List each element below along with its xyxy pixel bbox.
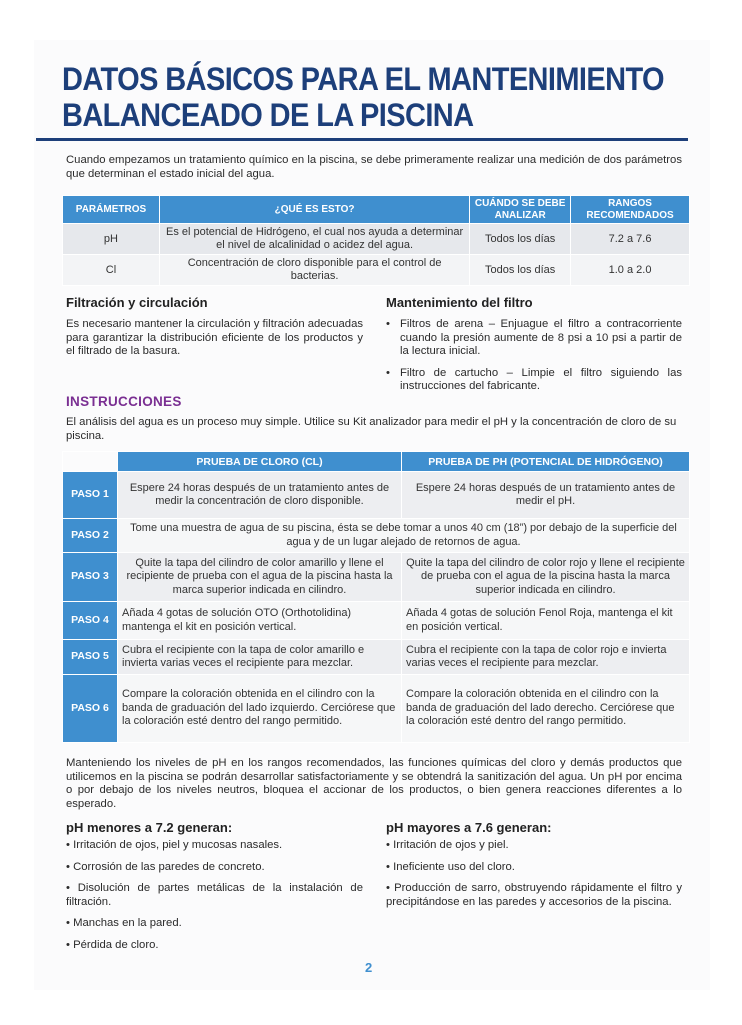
page-title <box>62 62 682 134</box>
list-item: • Corrosión de las paredes de concreto. <box>66 860 265 873</box>
list-item: • Disolución de partes metálicas de la instalación de filtración. <box>66 882 363 908</box>
filtro-item-arena: Filtros de arena – Enjuague el filtro a contracorriente cuando la presión aumente de 8 psi a 10 psi a partir de la lectura inicial. <box>400 318 682 357</box>
param-description: Concentración de cloro disponible para el control de bacterias. <box>159 255 469 286</box>
param-name: pH <box>63 224 160 255</box>
ph-high-list <box>386 839 682 917</box>
filtro-list <box>386 318 682 402</box>
intro-paragraph: Cuando empezamos un tratamiento químico en la piscina, se debe primeramente realizar una medición de dos parámetros que determinan el estado inicial del agua. <box>66 154 682 180</box>
header-rangos: RANGOS RECOMENDADOS <box>571 196 690 224</box>
step-cloro: Compare la coloración obtenida en el cilindro con la banda de graduación del lado izquierdo. Cerciórese que la coloración esté dentro del rango permitido. <box>118 675 402 743</box>
filtracion-heading: Filtración y circulación <box>66 295 208 310</box>
table-row <box>63 640 690 675</box>
title-divider <box>36 138 688 141</box>
list-item: • Irritación de ojos y piel. <box>386 839 509 851</box>
step-cloro: Quite la tapa del cilindro de color amarillo y llene el recipiente de prueba con el agua de la piscina hasta la marca superior indicada en cilindro. <box>118 553 402 602</box>
step-label: PASO 2 <box>63 519 118 553</box>
step-label: PASO 1 <box>63 472 118 519</box>
steps-header-row <box>63 452 690 472</box>
step-cloro: Cubra el recipiente con la tapa de color amarillo e invierta varias veces el recipiente para mezclar. <box>118 640 402 675</box>
table-row <box>63 519 690 553</box>
instrucciones-heading: INSTRUCCIONES <box>66 394 182 409</box>
header-que-es: ¿QUÉ ES ESTO? <box>159 196 469 224</box>
conclusion-paragraph: Manteniendo los niveles de pH en los rangos recomendados, las funciones químicas del cloro y demás productos que utilicemos en la piscina se podrán desarrollar satisfactoriamente y se obtendrá la sanitización del agua. Un pH por encima o por debajo de los niveles neutros, bloquea el accionar de los productos, o bien genera reacciones diferentes a lo esperado. <box>66 757 682 810</box>
param-frequency: Todos los días <box>470 255 571 286</box>
param-name: Cl <box>63 255 160 286</box>
steps-table <box>62 451 690 743</box>
header-cuando: CUÁNDO SE DEBE ANALIZAR <box>470 196 571 224</box>
step-cloro: Espere 24 horas después de un tratamiento antes de medir la concentración de cloro disponible. <box>118 472 402 519</box>
param-frequency: Todos los días <box>470 224 571 255</box>
table-row <box>63 255 690 286</box>
header-parametros: PARÁMETROS <box>63 196 160 224</box>
table-row <box>63 553 690 602</box>
ph-low-heading: pH menores a 7.2 generan: <box>66 820 233 835</box>
list-item: • Filtro de cartucho – Limpie el filtro siguiendo las instrucciones del fabricante. <box>386 366 682 392</box>
step-label: PASO 6 <box>63 675 118 743</box>
list-item: • Filtros de arena – Enjuague el filtro a contracorriente cuando la presión aumente de 8 psi a 10 psi a partir de la lectura inicial. <box>386 318 682 357</box>
header-spacer <box>63 452 118 472</box>
step-label: PASO 5 <box>63 640 118 675</box>
step-ph: Cubra el recipiente con la tapa de color rojo e invierta varias veces el recipiente para mezclar. <box>402 640 690 675</box>
page-number: 2 <box>365 960 373 975</box>
step-both: Tome una muestra de agua de su piscina, ésta se debe tomar a unos 40 cm (18”) por debajo de la superficie del agua y de un lugar alejado de retornos de agua. <box>118 519 690 553</box>
list-item: • Producción de sarro, obstruyendo rápidamente el filtro y precipitándose en las paredes y accesorios de la piscina. <box>386 882 682 908</box>
step-label: PASO 3 <box>63 553 118 602</box>
param-range: 7.2 a 7.6 <box>571 224 690 255</box>
list-item: • Irritación de ojos, piel y mucosas nasales. <box>66 839 283 851</box>
param-description: Es el potencial de Hidrógeno, el cual nos ayuda a determinar el nivel de alcalinidad o acidez del agua. <box>159 224 469 255</box>
table-row <box>63 602 690 640</box>
ph-high-heading: pH mayores a 7.6 generan: <box>386 820 552 835</box>
step-cloro: Añada 4 gotas de solución OTO (Orthotolidina) mantenga el kit en posición vertical. <box>118 602 402 640</box>
title-line-2: BALANCEADO DE LA PISCINA <box>62 97 474 134</box>
table-row <box>63 675 690 743</box>
step-label: PASO 4 <box>63 602 118 640</box>
list-item: • Manchas en la pared. <box>66 917 182 929</box>
step-ph: Espere 24 horas después de un tratamiento antes de medir el pH. <box>402 472 690 519</box>
parameters-table <box>62 195 690 286</box>
list-item: • Pérdida de cloro. <box>66 938 159 951</box>
step-ph: Quite la tapa del cilindro de color rojo y llene el recipiente de prueba con el agua de la piscina hasta la marca superior indicada en cilindro. <box>402 553 690 602</box>
parameters-header-row <box>63 196 690 224</box>
header-prueba-cloro: PRUEBA DE CLORO (CL) <box>118 452 402 472</box>
table-row <box>63 472 690 519</box>
step-ph: Compare la coloración obtenida en el cilindro con la banda de graduación del lado derecho. Cerciórese que la coloración esté dentro del rango permitido. <box>402 675 690 743</box>
param-range: 1.0 a 2.0 <box>571 255 690 286</box>
filtro-item-cartucho: Filtro de cartucho – Limpie el filtro siguiendo las instrucciones del fabricante. <box>400 366 682 392</box>
title-line-1: DATOS BÁSICOS PARA EL MANTENIMIENTO <box>62 62 665 98</box>
filtracion-text: Es necesario mantener la circulación y filtración adecuadas para garantizar la distribución eficiente de los productos y el filtrado de la basura. <box>66 318 364 357</box>
table-row <box>63 224 690 255</box>
header-prueba-ph: PRUEBA DE PH (POTENCIAL DE HIDRÓGENO) <box>402 452 690 472</box>
instrucciones-text: El análisis del agua es un proceso muy simple. Utilice su Kit analizador para medir el pH y la concentración de cloro de su piscina. <box>66 416 677 442</box>
list-item: • Ineficiente uso del cloro. <box>386 860 515 873</box>
filtro-heading: Mantenimiento del filtro <box>386 295 533 310</box>
ph-low-list <box>66 839 363 960</box>
step-ph: Añada 4 gotas de solución Fenol Roja, mantenga el kit en posición vertical. <box>402 602 690 640</box>
